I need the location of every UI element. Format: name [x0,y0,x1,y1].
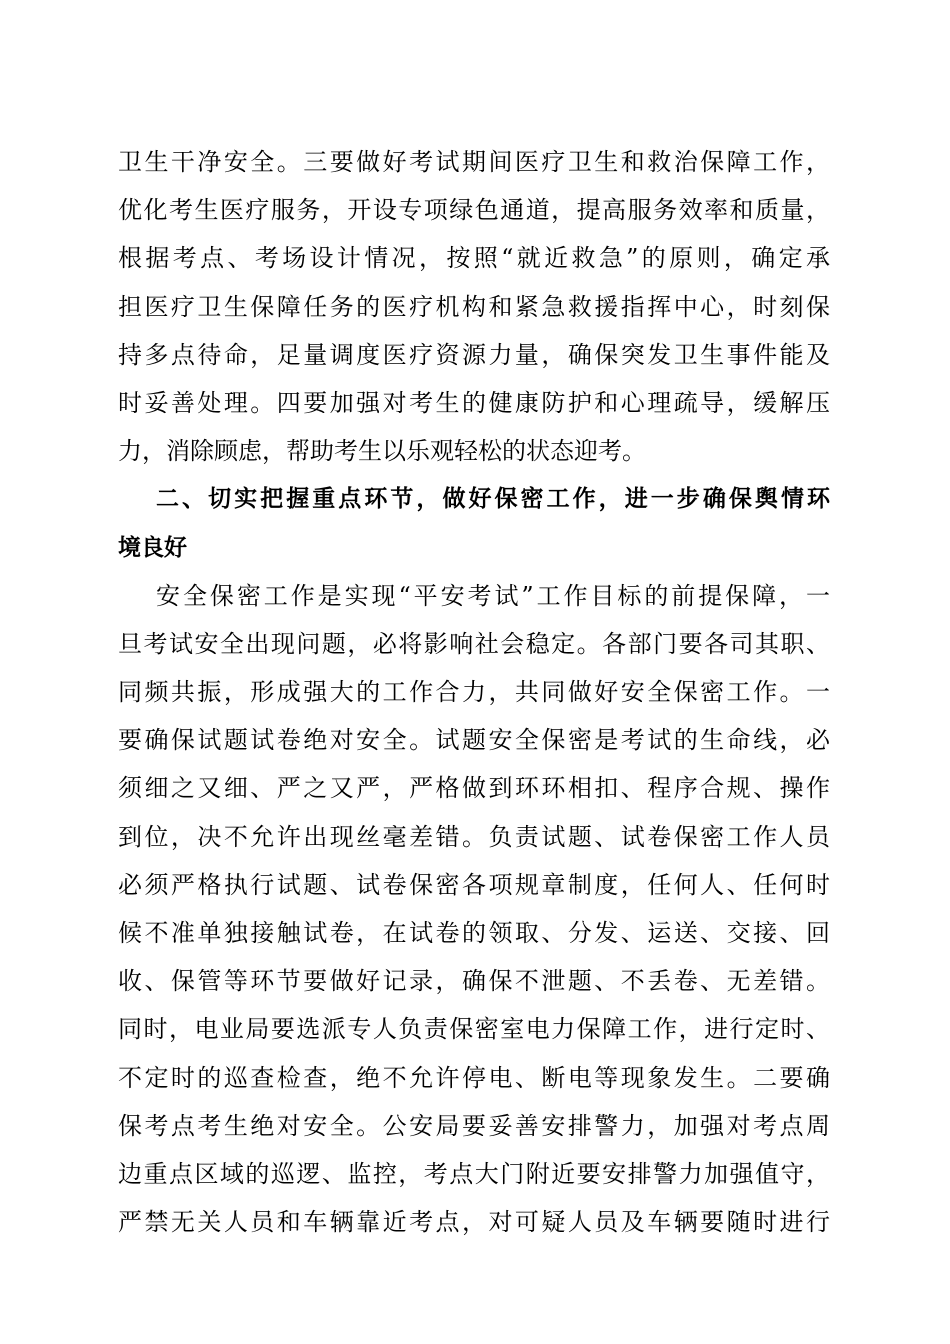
paragraph-line: 根据考点、考场设计情况，按照“就近救急”的原则，确定承 [118,244,830,273]
paragraph-line: 担医疗卫生保障任务的医疗机构和紧急救援指挥中心，时刻保 [118,292,830,321]
paragraph-line: 候不准单独接触试卷，在试卷的领取、分发、运送、交接、回 [118,919,830,947]
section-heading: 二、切实把握重点环节，做好保密工作，进一步确保舆情环 [156,486,830,513]
paragraph-line: 保考点考生绝对安全。公安局要妥善安排警力，加强对考点周 [118,1111,830,1140]
paragraph-line: 优化考生医疗服务，开设专项绿色通道，提高服务效率和质量， [118,196,830,225]
paragraph-line: 卫生干净安全。三要做好考试期间医疗卫生和救治保障工作， [118,148,830,176]
paragraph-line: 同时，电业局要选派专人负责保密室电力保障工作，进行定时、 [118,1015,830,1044]
paragraph-line: 安全保密工作是实现“平安考试”工作目标的前提保障，一 [156,581,830,610]
paragraph-line: 严禁无关人员和车辆靠近考点，对可疑人员及车辆要随时进行 [118,1208,830,1237]
section-heading: 境良好 [118,534,187,561]
paragraph-line: 时妥善处理。四要加强对考生的健康防护和心理疏导，缓解压 [118,388,830,417]
paragraph-line: 不定时的巡查检查，绝不允许停电、断电等现象发生。二要确 [118,1063,830,1092]
paragraph-line: 须细之又细、严之又严，严格做到环环相扣、程序合规、操作 [118,774,830,803]
paragraph-line: 力，消除顾虑，帮助考生以乐观轻松的状态迎考。 [118,437,646,466]
paragraph-line: 收、保管等环节要做好记录，确保不泄题、不丢卷、无差错。 [118,967,830,996]
paragraph-line: 同频共振，形成强大的工作合力，共同做好安全保密工作。一 [118,678,830,707]
paragraph-line: 要确保试题试卷绝对安全。试题安全保密是考试的生命线，必 [118,726,830,755]
paragraph-line: 到位，决不允许出现丝毫差错。负责试题、试卷保密工作人员 [118,822,830,851]
body-text [118,138,830,1246]
paragraph-line: 必须严格执行试题、试卷保密各项规章制度，任何人、任何时 [118,870,830,899]
paragraph-line: 持多点待命，足量调度医疗资源力量，确保突发卫生事件能及 [118,340,830,369]
paragraph-line: 边重点区域的巡逻、监控，考点大门附近要安排警力加强值守， [118,1159,830,1188]
paragraph-line: 旦考试安全出现问题，必将影响社会稳定。各部门要各司其职、 [118,629,830,658]
